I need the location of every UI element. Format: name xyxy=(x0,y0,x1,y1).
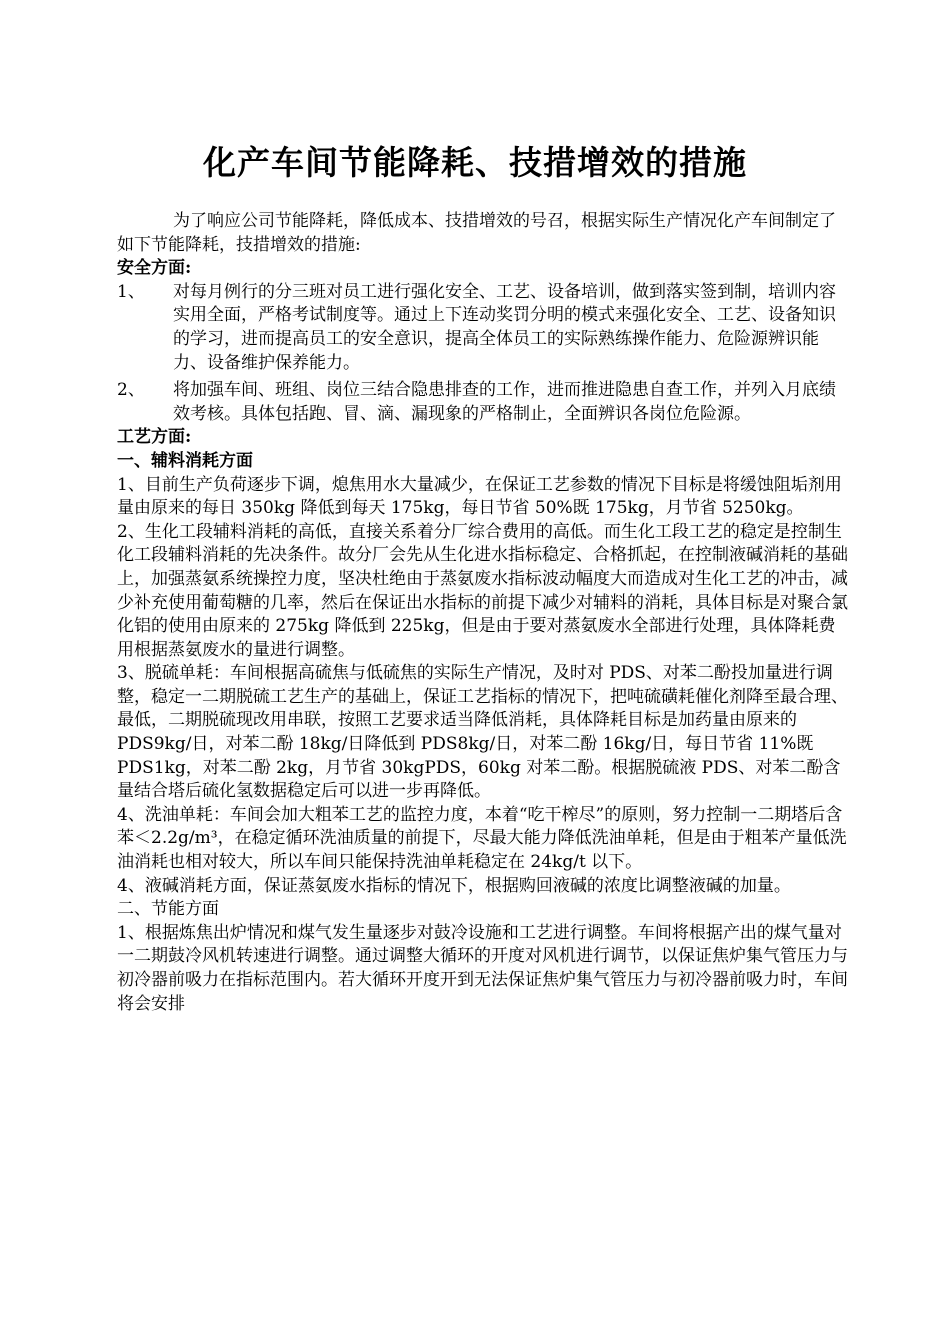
document-title: 化产车间节能降耗、技措增效的措施 xyxy=(203,143,747,182)
energy-paragraph: 1、根据炼焦出炉情况和煤气发生量逐步对鼓冷设施和工艺进行调整。车间将根据产出的煤气量对一二期鼓冷风机转速进行调整。通过调整大循环的开度对风机进行调节，以保证焦炉集气管压力与初冷器前吸力在指标范围内。若大循环开度开到无法保证焦炉集气管压力与初冷器前吸力时，车间将会安排 xyxy=(117,922,848,1014)
process-heading: 工艺方面: xyxy=(117,427,192,448)
process-paragraph: 4、液碱消耗方面，保证蒸氨废水指标的情况下，根据购回液碱的浓度比调整液碱的加量。 xyxy=(117,875,791,896)
process-paragraph: 2、生化工段辅料消耗的高低，直接关系着分厂综合费用的高低。而生化工段工艺的稳定是控制生化工段辅料消耗的先决条件。故分厂会先从生化进水指标稳定、合格抓起，在控制液碱消耗的基础上，加强蒸氨系统操控力度，坚决杜绝由于蒸氨废水指标波动幅度大而造成对生化工艺的冲击，减少补充使用葡萄糖的几率，然后在保证出水指标的前提下减少对辅料的消耗，具体目标是对聚合氯化铝的使用由原来的 275kg 降低到 225kg，但是由于要对蒸氨废水全部进行处理，具体降耗费用根据蒸氨废水的量进行调整。 xyxy=(117,521,848,660)
safety-item-number: 2、 xyxy=(117,380,145,401)
process-paragraph: 4、洗油单耗：车间会加大粗苯工艺的监控力度，本着“吃干榨尽”的原则，努力控制一二期塔后含苯＜2.2g/m³，在稳定循环洗油质量的前提下，尽最大能力降低洗油单耗，但是由于粗苯产量低洗油消耗也相对较大，所以车间只能保持洗油单耗稳定在 24kg/t 以下。 xyxy=(117,804,847,873)
document-body xyxy=(117,210,852,1016)
intro-paragraph: 为了响应公司节能降耗，降低成本、技措增效的号召，根据实际生产情况化产车间制定了如下节能降耗，技措增效的措施: xyxy=(117,211,836,255)
safety-item xyxy=(117,281,852,375)
process-paragraph: 3、脱硫单耗：车间根据高硫焦与低硫焦的实际生产情况，及时对 PDS、对苯二酚投加量进行调整，稳定一二期脱硫工艺生产的基础上，保证工艺指标的情况下，把吨硫磺耗催化剂降至最合理、最低，二期脱硫现改用串联，按照工艺要求适当降低消耗，具体降耗目标是加药量由原来的 PDS9kg/日，对苯二酚 18kg/日降低到 PDS8kg/日，对苯二酚 16kg/日，每日节省 11%既 PDS1kg，对苯二酚 2kg，月节省 30kgPDS，60kg 对苯二酚。根据脱硫液 PDS、对苯二酚含量结合塔后硫化氢数据稳定后可以进一步再降低。 xyxy=(117,663,848,802)
section2-heading: 二、节能方面 xyxy=(117,899,219,920)
safety-item xyxy=(117,379,852,426)
safety-item-text: 将加强车间、班组、岗位三结合隐患排查的工作，进而推进隐患自查工作，并列入月底绩效考核。具体包括跑、冒、滴、漏现象的严格制止，全面辨识各岗位危险源。 xyxy=(173,380,836,424)
safety-heading: 安全方面: xyxy=(117,258,192,279)
process-paragraph: 1、目前生产负荷逐步下调，熄焦用水大量减少，在保证工艺参数的情况下目标是将缓蚀阻垢剂用量由原来的每日 350kg 降低到每天 175kg，每日节省 50%既 175kg，月节省 5250kg。 xyxy=(117,474,842,519)
safety-item-text: 对每月例行的分三班对员工进行强化安全、工艺、设备培训，做到落实签到制，培训内容实用全面，严格考试制度等。通过上下连动奖罚分明的模式来强化安全、工艺、设备知识的学习，进而提高员工的安全意识，提高全体员工的实际熟练操作能力、危险源辨识能力、设备维护保养能力。 xyxy=(173,281,836,373)
safety-item-number: 1、 xyxy=(117,281,145,302)
section1-heading: 一、辅料消耗方面 xyxy=(117,450,253,471)
